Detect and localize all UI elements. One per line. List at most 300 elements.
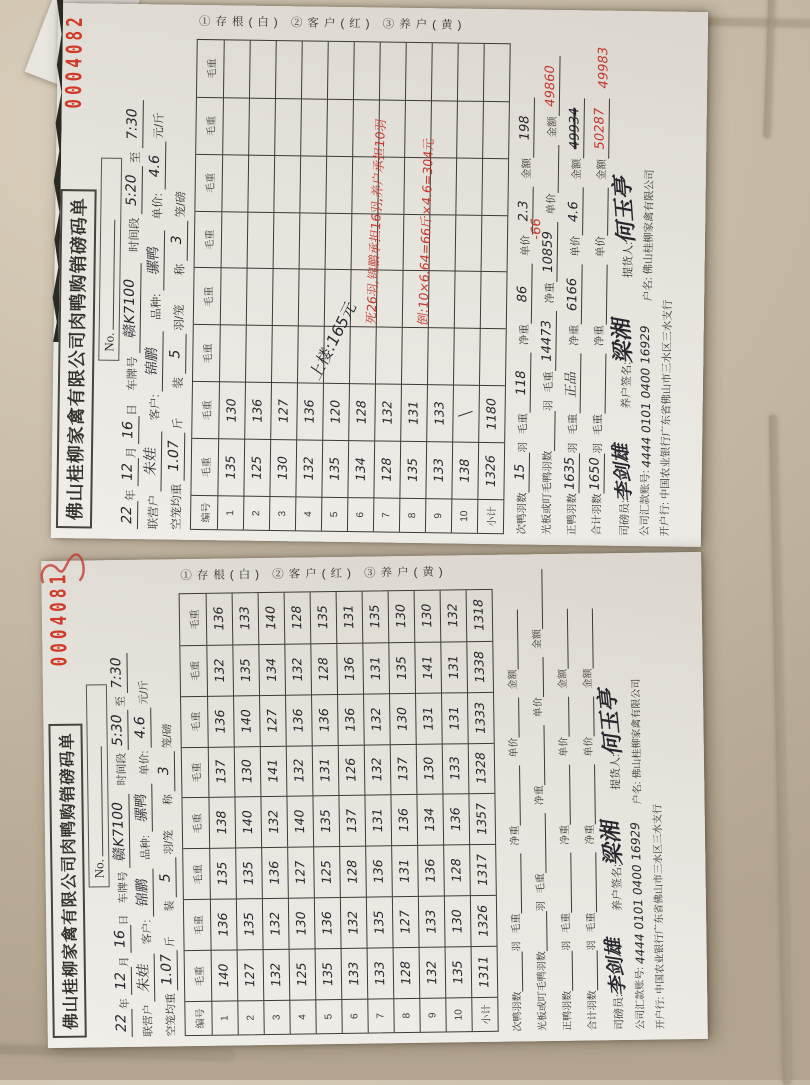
- weight-cell: 136: [417, 845, 444, 896]
- table-header-cell: 毛重: [195, 154, 222, 211]
- unit-price-value: 4.6: [146, 153, 164, 179]
- year-value: 22: [113, 1012, 130, 1034]
- weight-cell: 137: [208, 746, 235, 797]
- weigh-value: 3: [168, 234, 185, 247]
- weight-cell: 130: [416, 743, 443, 794]
- handwritten-note-red-1: 死26羽,锦鹏承担16羽,养户承担10羽: [363, 117, 389, 326]
- weight-cell: 131: [415, 692, 442, 743]
- weight-cell: 131: [312, 745, 339, 796]
- month-label: 月: [125, 446, 139, 459]
- account-line: [637, 21, 659, 536]
- weight-cell: 130: [444, 895, 471, 946]
- table-header-cell: 3: [269, 496, 295, 530]
- weight-cell: [453, 328, 480, 385]
- weight-cell: 132: [262, 898, 289, 949]
- weight-cell: 133: [418, 896, 445, 947]
- weight-cell: 135: [310, 592, 337, 643]
- weight-cell: 132: [260, 796, 287, 847]
- yuan-jin-label: 元/斤: [137, 679, 151, 705]
- table-header-cell: 毛重: [193, 324, 220, 381]
- weight-cell: 130: [389, 693, 416, 744]
- summary-line-standard: 正鸭羽数 羽 毛重 净重 单价 金额: [543, 564, 574, 1031]
- weight-cell: 132: [286, 745, 313, 796]
- bank-label: 开户行:: [655, 996, 667, 1030]
- account-name-value: 佛山桂柳家禽有限公司: [642, 169, 656, 275]
- weight-cell: [427, 328, 454, 385]
- plate-value: 赣K7100: [121, 277, 139, 340]
- picker-signature: 何玉亭: [595, 685, 627, 757]
- weight-cell: [219, 325, 246, 382]
- weight-cell: 141: [260, 745, 287, 796]
- farmer-signature: 梁湘: [597, 817, 628, 867]
- weigh-label: 称: [174, 263, 187, 276]
- weight-cell: [273, 212, 300, 269]
- weight-cell: 136: [442, 794, 469, 845]
- net-label: 净重: [544, 282, 557, 304]
- plate-label: 车牌号: [126, 356, 140, 392]
- weight-cell: 137: [338, 795, 365, 846]
- weigher-label: 司磅员:: [618, 499, 632, 537]
- weight-cell: [483, 44, 510, 101]
- month-value: 12: [119, 461, 136, 483]
- weight-cell: 132: [374, 384, 401, 441]
- weight-cell: 1357: [468, 793, 495, 844]
- weight-cell: 1338: [466, 641, 493, 692]
- weight-cell: 1326: [470, 895, 497, 946]
- weight-cell: 130: [288, 898, 315, 949]
- table-header-cell: 8: [399, 498, 425, 532]
- form-title: 佛山桂柳家禽有限公司肉鸭购销磅码单: [56, 189, 97, 528]
- weight-cell: 140: [233, 695, 260, 746]
- weight-cell: 135: [362, 591, 389, 642]
- partner-value: 朱娃: [142, 446, 160, 478]
- weight-cell: 127: [237, 949, 264, 1000]
- weight-cell: 136: [296, 383, 323, 440]
- weight-cell: 127: [392, 896, 419, 947]
- cage-avg-label: 空笼均重: [165, 993, 178, 1037]
- bank-value: 中国农业银行广东省佛山市三水区三水支行: [652, 803, 667, 995]
- account-number: 4444 0101 0400 16929: [627, 821, 648, 966]
- weight-cell: [481, 158, 508, 215]
- weight-cell: 128: [393, 947, 420, 998]
- table-header-cell: 2: [243, 496, 269, 530]
- net-label: 净重: [568, 324, 581, 346]
- summary-line-plucked: 光板或叮毛鸭羽数 羽 毛重 净重 单价 金额: [518, 564, 549, 1031]
- weight-cell: 136: [244, 382, 271, 439]
- weight-cell: [375, 327, 402, 384]
- weight-cell: 1318: [466, 590, 493, 641]
- weight-cell: [271, 325, 298, 382]
- weight-cell: 132: [295, 439, 322, 496]
- subduck-label: 次鸭羽数: [515, 492, 529, 535]
- weight-cell: 130: [269, 439, 296, 496]
- plate-value: 赣K7100: [109, 800, 129, 863]
- header-line-3: [154, 569, 182, 1036]
- weight-cell: 135: [235, 847, 262, 898]
- weight-cell: 140: [286, 796, 313, 847]
- weight-cell: [274, 98, 301, 155]
- weight-cell: [379, 42, 406, 99]
- weight-cell: [431, 43, 458, 100]
- copies-legend: ①存根(白) ②客户(红) ③养户(黄): [180, 566, 448, 583]
- weight-cell: 135: [232, 644, 259, 695]
- weight-cell: 132: [363, 693, 390, 744]
- weight-cell: 125: [289, 948, 316, 999]
- farmer-label: 养户签名:: [620, 361, 634, 409]
- table-header-cell: 6: [341, 999, 367, 1033]
- weight-cell: 131: [336, 592, 363, 643]
- table-header-cell: 毛重: [182, 746, 209, 797]
- signature-line: [595, 563, 630, 1031]
- weight-cell: 128: [339, 846, 366, 897]
- weight-cell: 136: [207, 695, 234, 746]
- amount-value-red: 49860: [542, 64, 559, 109]
- weight-cell: 134: [258, 644, 285, 695]
- weight-cell: 1333: [467, 692, 494, 743]
- weigher-signature: 李剑雄: [601, 934, 630, 997]
- weight-cell: [248, 98, 275, 155]
- table-header-cell: 毛重: [182, 797, 209, 848]
- weight-cell: 131: [362, 642, 389, 693]
- no-label: No.: [91, 859, 107, 879]
- net-label: 净重: [593, 324, 606, 347]
- partner-label: 联营户: [147, 494, 161, 530]
- weight-cell: 136: [336, 643, 363, 694]
- gross-label: 毛重: [592, 413, 605, 436]
- breed-value: 骡鸭: [145, 244, 162, 276]
- weight-cell: [457, 44, 484, 101]
- weight-cell: 134: [347, 440, 374, 497]
- weight-cell: [480, 271, 507, 328]
- account-label: 公司汇款账号:: [638, 470, 652, 537]
- table-header-cell: 毛重: [196, 97, 223, 154]
- weight-cell: [456, 100, 483, 157]
- weight-cell: 132: [364, 744, 391, 795]
- table-header-cell: 毛重: [191, 438, 218, 495]
- farmer-signature: 梁湘: [609, 315, 638, 365]
- yu-label: 羽: [542, 400, 555, 411]
- handwritten-note-black: 上楼:165元: [306, 297, 360, 384]
- table-header-cell: 毛重: [183, 848, 210, 899]
- gross-label: 毛重: [542, 371, 556, 393]
- total-count: 1650: [587, 455, 603, 492]
- weight-cell: 135: [315, 948, 342, 999]
- cage-avg-label: 空笼均重: [170, 483, 184, 530]
- weight-cell: 133: [426, 384, 453, 441]
- weight-cell: [249, 41, 276, 98]
- weight-cell: 136: [390, 794, 417, 845]
- weight-cell: 136: [285, 694, 312, 745]
- weight-cell: 120: [322, 383, 349, 440]
- weight-cell: 127: [287, 847, 314, 898]
- weight-cell: 1180: [478, 385, 505, 442]
- cage-scale-label: 笼/磅: [161, 723, 174, 749]
- partner-value: 朱娃: [135, 962, 153, 993]
- weight-cell: 136: [261, 847, 288, 898]
- amount-label: 金额: [570, 158, 584, 180]
- weight-cell: 128: [310, 643, 337, 694]
- breed-value: 骡鸭: [133, 792, 151, 824]
- partner-label: 联营户: [142, 1004, 155, 1037]
- weigh-slip-bottom: [41, 552, 708, 1048]
- table-header-cell: 5: [315, 999, 341, 1033]
- weight-cell: 127: [259, 694, 286, 745]
- customer-label: 客户:: [141, 919, 154, 945]
- account-name-label: 户名:: [642, 277, 655, 302]
- account-name-label: 户名:: [632, 781, 644, 805]
- weight-cell: [455, 157, 482, 214]
- weight-cell: 131: [391, 845, 418, 896]
- no-blank: [89, 746, 104, 856]
- weight-cell: [325, 155, 352, 212]
- table-header-cell: 3: [263, 1000, 289, 1034]
- amount-label: 金额: [520, 157, 534, 180]
- weight-cell: [272, 269, 299, 326]
- weight-cell: [482, 101, 509, 158]
- table-header-cell: 9: [425, 498, 451, 532]
- weight-cell: 132: [419, 947, 446, 998]
- weight-cell: 131: [440, 641, 467, 692]
- extra-amount-red: 49983: [596, 46, 612, 91]
- weight-cell: 136: [337, 693, 364, 744]
- weight-cell: 138: [451, 442, 478, 499]
- no-label: No.: [101, 332, 117, 352]
- serial-number-stamp: 0004082: [60, 13, 88, 109]
- weigher-signature: 李剑雄: [609, 440, 636, 503]
- farmer-label: 养户签名:: [611, 863, 625, 912]
- table-header-cell: 6: [347, 497, 373, 531]
- table-header-cell: 编号: [191, 495, 217, 529]
- gross-value: 正品: [563, 369, 580, 399]
- weight-cell: [273, 155, 300, 212]
- time-from-value: 5:20: [123, 173, 140, 208]
- breed-label: 品种:: [139, 835, 153, 860]
- breed-label: 品种:: [150, 293, 164, 320]
- weight-cell: 135: [209, 848, 236, 899]
- table-header-cell: 5: [321, 497, 347, 531]
- time-label: 时间段: [128, 217, 142, 253]
- load-value: 5: [167, 347, 184, 360]
- weight-cell: 1328: [468, 742, 495, 793]
- weight-cell: 135: [445, 946, 472, 997]
- yu-label: 羽: [517, 441, 530, 453]
- table-header-cell: 小计: [471, 997, 497, 1031]
- account-label: 公司汇款账号:: [634, 966, 647, 1030]
- weigh-label: 称: [162, 794, 175, 806]
- handwritten-note-red-2: 倒:10×6.64=66斤×4.6=304元: [415, 136, 437, 327]
- table-header-cell: 毛重: [194, 267, 221, 324]
- day-value: 16: [120, 419, 137, 441]
- price-label: 单价: [594, 236, 608, 258]
- weight-cell: 136: [311, 694, 338, 745]
- table-header-cell: 毛重: [189, 609, 201, 630]
- yu-label: 羽: [567, 442, 580, 454]
- table-header-cell: 编号: [185, 1001, 211, 1035]
- plucked-label: 光板或叮毛鸭羽数: [540, 450, 555, 535]
- plate-label: 车牌号: [117, 871, 130, 904]
- weight-cell: 132: [440, 590, 467, 641]
- table-header-cell: 4: [295, 496, 321, 530]
- net-correction-red: -66: [529, 216, 545, 241]
- table-header-cell: 毛重: [184, 899, 211, 950]
- load-label: 装: [172, 377, 186, 389]
- weight-cell: 128: [443, 845, 470, 896]
- weight-cell: 140: [234, 797, 261, 848]
- weight-cell: 136: [365, 846, 392, 897]
- weight-cell: 1326: [477, 442, 504, 499]
- table-header-cell: 10: [445, 997, 471, 1031]
- load-value: 5: [157, 871, 174, 884]
- weight-cell: [222, 97, 249, 154]
- weight-cell: [349, 326, 376, 383]
- weight-cell: 133: [367, 947, 394, 998]
- account-name-value: 佛山桂柳家禽有限公司: [630, 678, 644, 779]
- price-value: 4.6: [566, 199, 582, 224]
- weight-cell: 132: [284, 643, 311, 694]
- table-header-cell: 9: [419, 998, 445, 1032]
- weight-cell: [301, 41, 328, 98]
- weight-cell: 131: [364, 795, 391, 846]
- price-value: 2.3: [516, 199, 532, 223]
- picker-label: 提货人:: [622, 241, 635, 278]
- table-header-cell: 小计: [477, 499, 503, 533]
- amount-label: 金额: [546, 116, 559, 138]
- picker-label: 提货人:: [609, 753, 623, 791]
- weight-cell: 135: [321, 440, 348, 497]
- day-label: 日: [118, 914, 131, 926]
- weight-table-top: [190, 15, 511, 534]
- table-header-cell: 毛重: [181, 696, 208, 747]
- weigh-slip-top: [51, 3, 708, 547]
- picker-signature: 何玉亭: [610, 172, 640, 245]
- weight-cell: 140: [258, 593, 285, 644]
- time-from-value: 5:30: [108, 712, 127, 747]
- jin-label: 斤: [172, 417, 185, 430]
- weight-cell: 135: [217, 438, 244, 495]
- weight-cell: [247, 211, 274, 268]
- weight-cell: 135: [399, 441, 426, 498]
- weight-cell: [353, 42, 380, 99]
- weight-cell: [220, 268, 247, 325]
- weight-cell: 133: [232, 593, 259, 644]
- standard-label: 正鸭羽数: [565, 493, 579, 536]
- standard-count: 1635: [562, 455, 578, 492]
- table-header-cell: 4: [289, 999, 315, 1033]
- time-label: 时间段: [115, 752, 129, 786]
- price-label: 单价: [519, 234, 533, 257]
- weigh-value: 3: [155, 765, 173, 777]
- gross-value: 118: [513, 369, 530, 397]
- header-line-3: [166, 15, 194, 530]
- gross-label: 毛重: [567, 413, 580, 435]
- bank-value: 中国农业银行广东省佛山市三水区三水支行: [659, 299, 675, 500]
- weight-cell: 134: [416, 794, 443, 845]
- weight-table-bottom: [178, 565, 498, 1036]
- net-value: 86: [515, 284, 531, 304]
- year-value: 22: [119, 504, 136, 526]
- weight-cell: [275, 41, 302, 98]
- weight-cell: 130: [234, 746, 261, 797]
- unit-price-label: 单价:: [138, 750, 152, 776]
- year-label: 年: [119, 998, 132, 1010]
- weight-cell: [325, 212, 352, 269]
- yu-label: 羽: [592, 442, 605, 454]
- weight-cell: [454, 271, 481, 328]
- jin-label: 斤: [164, 936, 177, 948]
- serial-number-stamp: 0004081: [44, 570, 72, 667]
- cage-avg-value: 1.07: [165, 439, 183, 474]
- time-to-value: 7:30: [124, 107, 141, 142]
- weight-cell: 140: [211, 950, 238, 1001]
- month-value: 12: [112, 971, 130, 992]
- yuan-jin-label: 元/斤: [153, 112, 166, 139]
- cage-avg-value: 1.07: [158, 953, 176, 988]
- weigher-label: 司磅员:: [613, 993, 626, 1031]
- month-label: 月: [118, 956, 131, 968]
- weight-cell: 141: [414, 641, 441, 692]
- load-label: 装: [163, 900, 177, 912]
- weight-cell: 136: [210, 899, 237, 950]
- table-header-cell: 毛重: [206, 58, 219, 79]
- to-label: 至: [130, 151, 143, 164]
- unit-price-value: 4.6: [132, 715, 149, 741]
- day-label: 日: [126, 404, 139, 416]
- weight-cell: 128: [284, 592, 311, 643]
- gross-value: 14473: [539, 319, 555, 364]
- table-header-cell: 毛重: [195, 211, 222, 268]
- tile-grout-line: [769, 415, 791, 1085]
- weight-cell: 1317: [469, 844, 496, 895]
- no-blank: [101, 219, 116, 329]
- weight-cell: [481, 215, 508, 272]
- weight-cell: 131: [400, 384, 427, 441]
- weight-cell: [246, 268, 273, 325]
- weight-cell: ╲: [452, 385, 479, 442]
- weight-cell: [299, 155, 326, 212]
- table-header-cell: 毛重: [192, 381, 219, 438]
- time-to-value: 7:30: [108, 656, 126, 691]
- price-label: 单价: [545, 193, 558, 215]
- table-header-cell: 2: [237, 1000, 263, 1034]
- weight-cell: 136: [206, 593, 233, 644]
- net-label: 净重: [518, 323, 531, 346]
- amount-label: 金额: [595, 159, 609, 181]
- weight-cell: 130: [414, 591, 441, 642]
- table-header-cell: 毛重: [185, 950, 212, 1001]
- weight-cell: 133: [425, 441, 452, 498]
- amount-value: 198: [517, 114, 533, 142]
- signature-line: [610, 21, 639, 536]
- customer-value: 锦鹏: [144, 345, 161, 377]
- weight-cell: [298, 269, 325, 326]
- to-label: 至: [115, 695, 128, 707]
- weight-cell: [221, 154, 248, 211]
- unit-price-label: 单价:: [152, 192, 165, 220]
- price-label: 单价: [569, 235, 583, 257]
- account-number: 4444 0101 0400 16929: [637, 324, 654, 470]
- weight-cell: 126: [338, 744, 365, 795]
- weight-cell: [245, 325, 272, 382]
- weight-cell: 127: [270, 382, 297, 439]
- account-line: [625, 563, 647, 1030]
- table-header-cell: 1: [217, 495, 243, 529]
- amount-value-struck: 49934: [567, 106, 583, 151]
- weight-cell: [223, 40, 250, 97]
- weight-cell: 128: [348, 383, 375, 440]
- table-header-cell: 8: [393, 998, 419, 1032]
- no-field: [86, 684, 110, 887]
- weight-cell: 131: [441, 692, 468, 743]
